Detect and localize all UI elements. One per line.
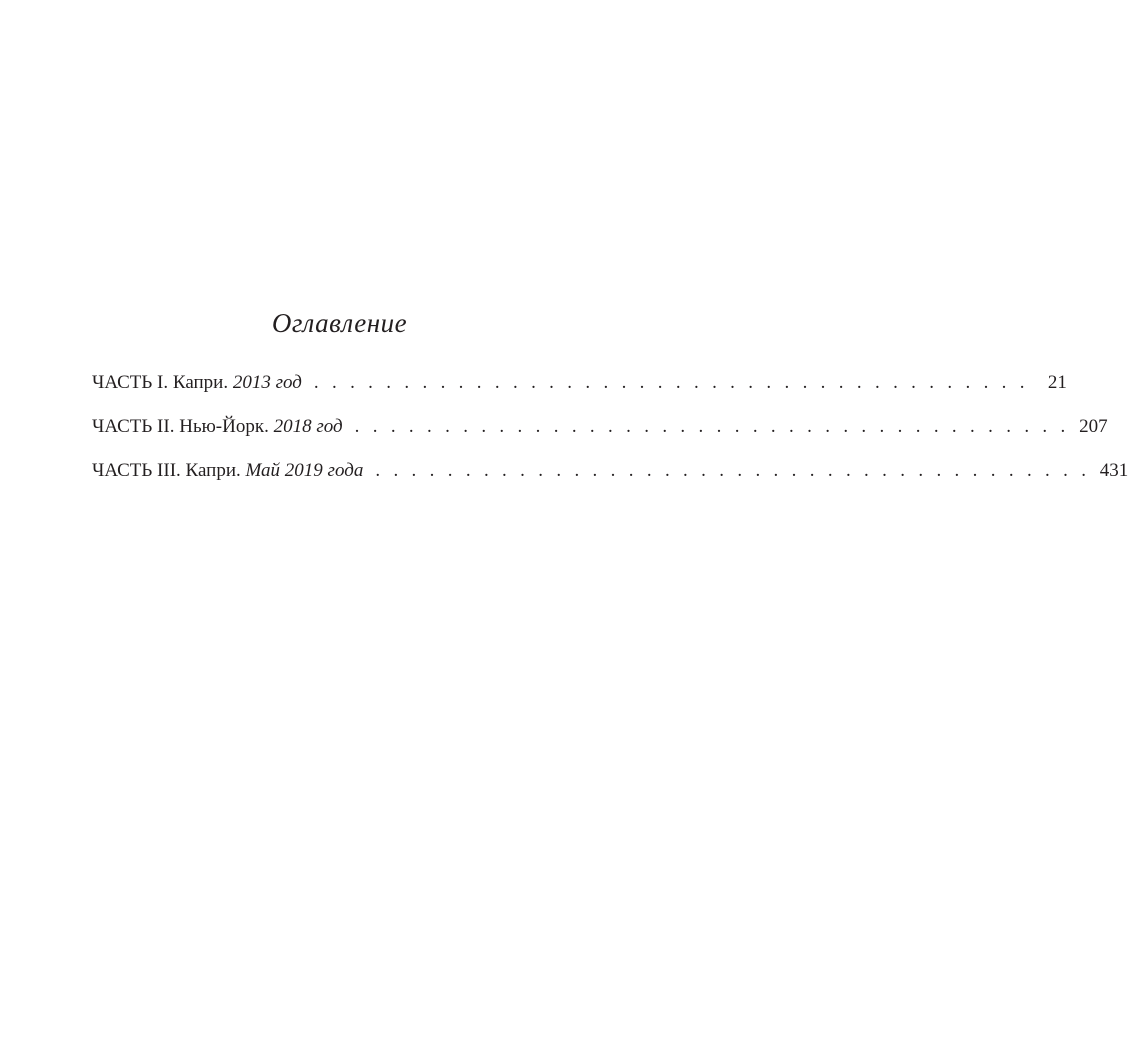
toc-entry-part: ЧАСТЬ II. [92,416,175,437]
toc-entry-part-3[interactable] [92,460,1128,504]
toc-entry-page: 431 [1099,460,1128,481]
toc-entry-period: 2018 год [273,416,343,437]
toc-entry-label [92,372,302,394]
toc-entry-period: Май 2019 года [245,460,364,481]
toc-entry-period: 2013 год [232,372,302,393]
toc-leader-dots: . . . . . . . . . . . . . . . . . . . . . . . . . . . . . . . . . . . . . . . . [313,372,1029,393]
toc-entry-part-1[interactable] [92,372,1067,416]
toc-entry-place: Капри. [172,372,229,393]
toc-entry-place: Нью-Йорк. [179,416,269,437]
toc-title: Оглавление [271,308,408,338]
toc-entry-label [92,416,343,438]
toc-entry-label [92,460,363,482]
toc-entry-part-2[interactable] [92,416,1108,460]
toc-entry-part: ЧАСТЬ I. [92,372,169,393]
toc-entry-page: 21 [1047,372,1067,393]
toc-entry-part: ЧАСТЬ III. [92,460,181,481]
toc-entry-place: Капри. [185,460,241,481]
toc-list [92,372,1128,504]
toc-leader-dots: . . . . . . . . . . . . . . . . . . . . . . . . . . . . . . . . . . . . . . . . [354,416,1070,437]
toc-leader-dots: . . . . . . . . . . . . . . . . . . . . . . . . . . . . . . . . . . . . . . . . [375,460,1091,481]
toc-entry-page: 207 [1079,416,1108,437]
